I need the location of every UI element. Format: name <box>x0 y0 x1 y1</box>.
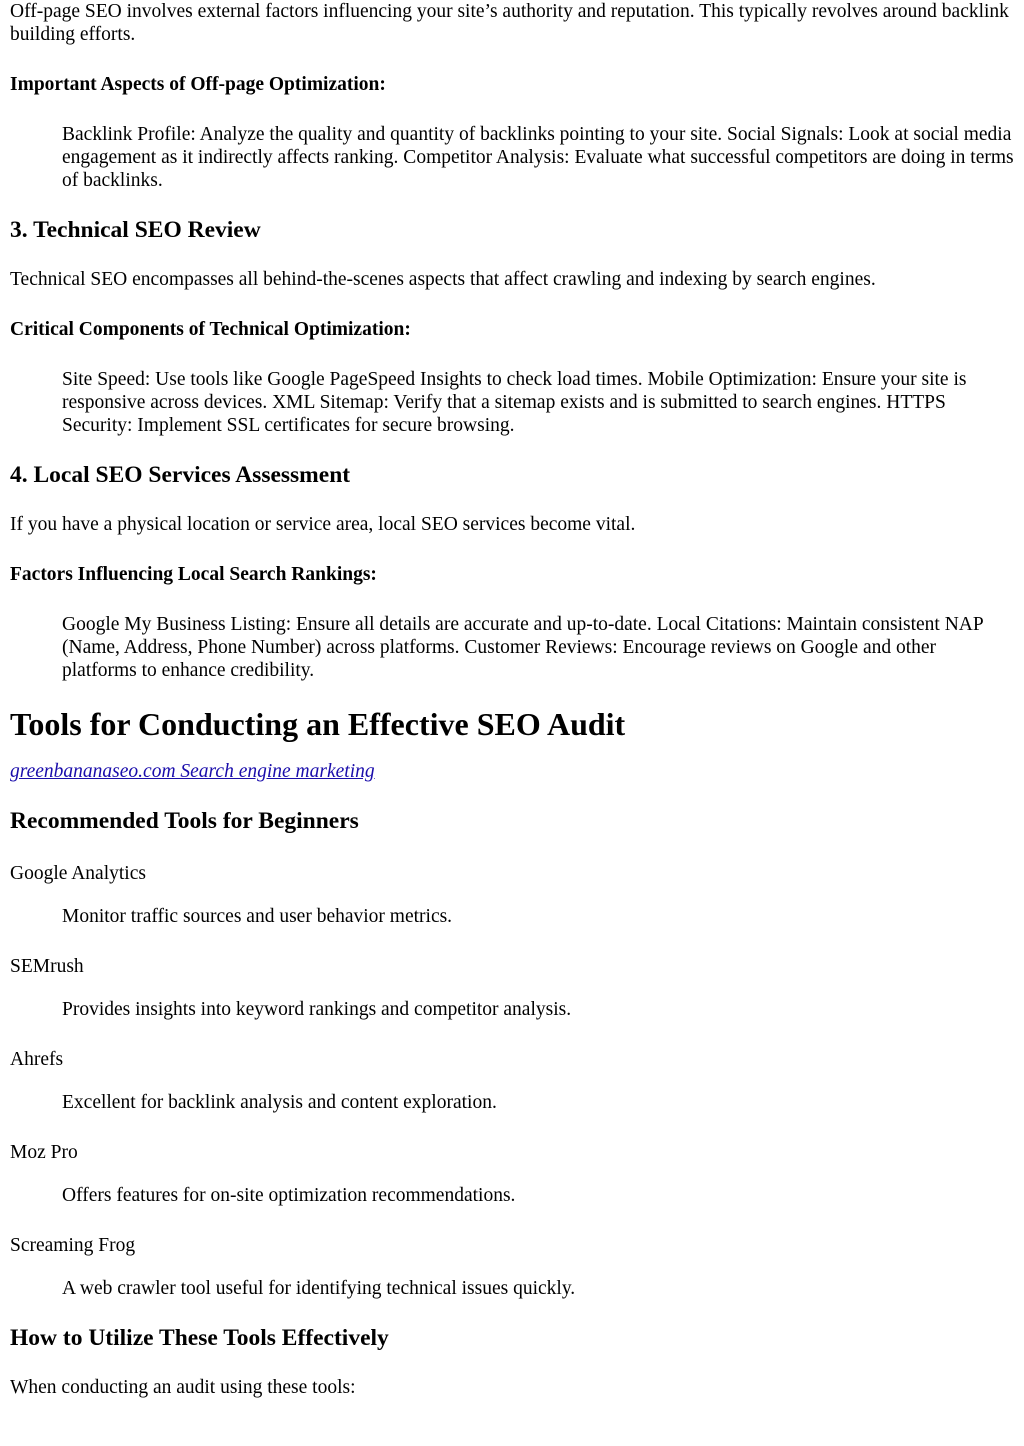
offpage-intro: Off-page SEO involves external factors influencing your site’s authority and reputation. This typically revolves around backlink building efforts. <box>10 1 1009 45</box>
tool-name: Ahrefs <box>10 1049 64 1070</box>
tool-description: Offers features for on-site optimization recommendations. <box>62 1185 516 1206</box>
technical-seo-heading: 3. Technical SEO Review <box>10 217 261 243</box>
tools-section-title: Tools for Conducting an Effective SEO Audit <box>10 706 626 742</box>
technical-subheading: Critical Components of Technical Optimization: <box>10 319 411 340</box>
beginners-tools-heading: Recommended Tools for Beginners <box>10 808 359 834</box>
tool-description: Monitor traffic sources and user behavior metrics. <box>62 906 453 927</box>
local-factors-quote: Google My Business Listing: Ensure all details are accurate and up-to-date. Local Citations: Maintain consistent NAP (Name, Address, Phone Number) across platforms. Customer Reviews: Encourage reviews on Google and other platforms to enhance credibility. <box>62 614 983 681</box>
tool-name: Screaming Frog <box>10 1235 136 1256</box>
tool-description: Excellent for backlink analysis and content exploration. <box>62 1092 497 1113</box>
local-subheading: Factors Influencing Local Search Rankings: <box>10 564 377 585</box>
utilize-tools-paragraph: When conducting an audit using these tools: <box>10 1377 356 1398</box>
tool-name: Moz Pro <box>10 1142 78 1163</box>
tool-name: SEMrush <box>10 956 84 977</box>
tool-description: A web crawler tool useful for identifying technical issues quickly. <box>62 1278 576 1299</box>
offpage-subheading: Important Aspects of Off-page Optimization: <box>10 74 386 95</box>
tool-description: Provides insights into keyword rankings and competitor analysis. <box>62 999 572 1020</box>
tool-name: Google Analytics <box>10 863 146 884</box>
greenbananaseo-link[interactable]: greenbananaseo.com Search engine marketing <box>10 761 375 782</box>
technical-components-quote: Site Speed: Use tools like Google PageSpeed Insights to check load times. Mobile Optimization: Ensure your site is responsive across devices. XML Sitemap: Verify that a sitemap exists and is submitted to search engines. HTTPS Security: Implement SSL certificates for secure browsing. <box>62 369 967 436</box>
local-seo-heading: 4. Local SEO Services Assessment <box>10 462 351 488</box>
local-seo-paragraph: If you have a physical location or service area, local SEO services become vital. <box>10 514 636 535</box>
technical-seo-paragraph: Technical SEO encompasses all behind-the-scenes aspects that affect crawling and indexing by search engines. <box>10 269 876 290</box>
link-paragraph <box>10 760 1014 783</box>
utilize-tools-heading: How to Utilize These Tools Effectively <box>10 1325 389 1351</box>
tools-list <box>10 862 1014 1300</box>
offpage-aspects-quote: Backlink Profile: Analyze the quality and quantity of backlinks pointing to your site. Social Signals: Look at social media engagement as it indirectly affects ranking. Competitor Analysis: Evaluate what successful competitors are doing in terms of backlinks. <box>62 124 1014 191</box>
